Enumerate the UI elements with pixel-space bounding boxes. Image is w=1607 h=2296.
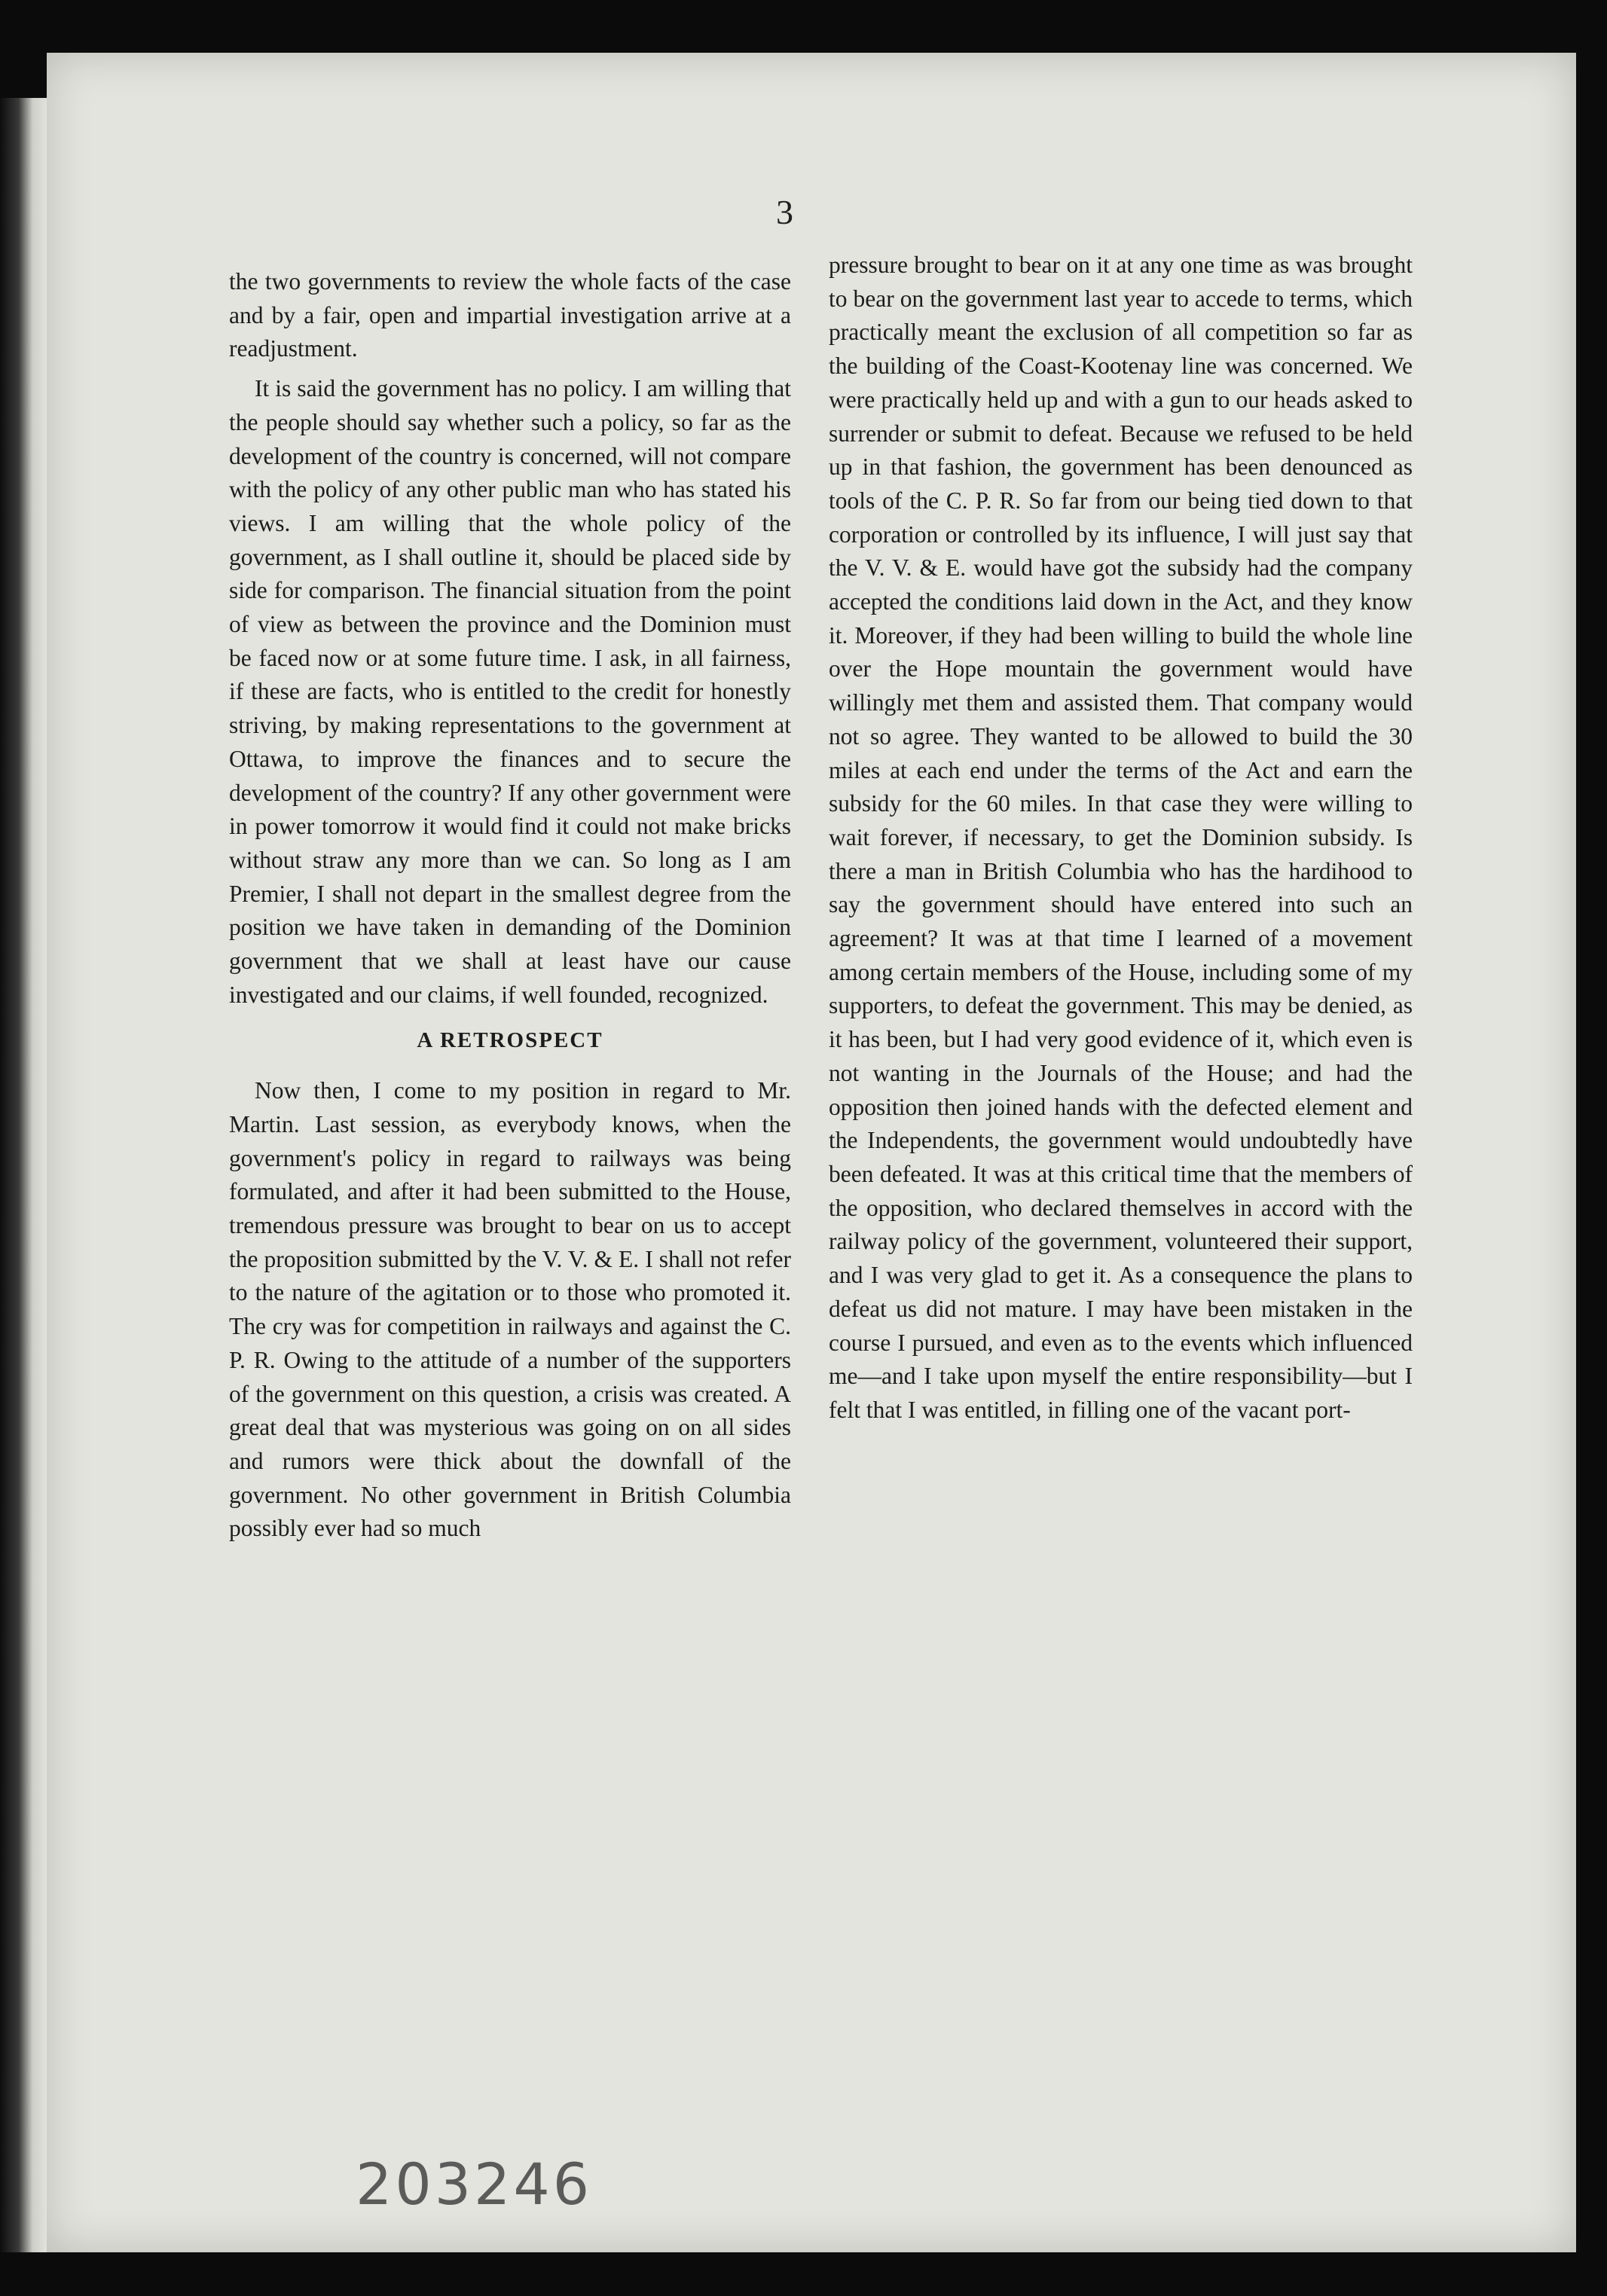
- paragraph: Now then, I come to my position in regard to Mr. Martin. Last session, as everybody knows, when the government's policy in regard to railways was being formulated, and after it had been submitted to the House, tremendous pressure was brought to bear on us to accept the proposition submitted by the V. V. & E. I shall not refer to the nature of the agitation or to those who promoted it. The cry was for competition in railways and against the C. P. R. Owing to the attitude of a number of the supporters of the government on this question, a crisis was created. A great deal that was mysterious was going on on all sides and rumors were thick about the downfall of the government. No other government in British Columbia possibly ever had so much: [229, 1077, 791, 1542]
- paragraph: the two governments to review the whole facts of the case and by a fair, open and impartial investigation arrive at a readjustment.: [229, 268, 791, 362]
- paragraph: pressure brought to bear on it at any one time as was brought to bear on the government last year to accede to terms, which practically meant the exclusion of all competition so far as the building of the Coast-Kootenay line was concerned. We were practically held up and with a gun to our heads asked to surrender or submit to defeat. Because we refused to be held up in that fashion, the government has been denounced as tools of the C. P. R. So far from our being tied down to that corporation or controlled by its influence, I will just say that the V. V. & E. would have got the subsidy had the company accepted the conditions laid down in the Act, and they know it. Moreover, if they had been willing to build the whole line over the Hope mountain the government would have willingly met them and assisted them. That company would not so agree. They wanted to be allowed to build the 30 miles at each end under the terms of the Act and earn the subsidy for the 60 miles. In that case they were willing to wait forever, if necessary, to get the Dominion subsidy. Is there a man in British Columbia who has the hardihood to say the government should have entered into such an agreement? It was at that time I learned of a movement among certain members of the House, including some of my supporters, to defeat the government. This may be denied, as it has been, but I had very good evidence of it, which even is not wanting in the Journals of the House; and had the opposition then joined hands with the defected element and the Independents, the government would undoubtedly have been defeated. It was at this critical time that the members of the opposition, who declared themselves in accord with the railway policy of the government, volunteered their support, and I was very glad to get it. As a consequence the plans to defeat us did not mature. I may have been mistaken in the course I pursued, and even as to the events which influenced me—and I take upon myself the entire responsibility—but I felt that I was entitled, in filling one of the vacant port-: [829, 252, 1413, 1423]
- section-heading: A RETROSPECT: [417, 1028, 603, 1053]
- left-column: [229, 265, 791, 1552]
- adjacent-page-edge: [0, 98, 47, 2252]
- right-column: [829, 249, 1413, 1433]
- paragraph: It is said the government has no policy. I am willing that the people should say whether such a policy, so far as the development of the country is concerned, will not compare with the policy of any other public man who has stated his views. I am willing that the whole policy of the government, as I shall outline it, should be placed side by side for comparison. The financial situation from the point of view as between the province and the Dominion must be faced now or at some future time. I ask, in all fairness, if these are facts, who is entitled to the credit for honestly striving, by making representations to the government at Ottawa, to improve the finances and to secure the development of the country? If any other government were in power tomorrow it would find it could not make bricks without straw any more than we can. So long as I am Premier, I shall not depart in the smallest degree from the position we have taken in demanding of the Dominion government that we shall at least have our cause investigated and our claims, if well founded, recognized.: [229, 375, 791, 1008]
- page-number: 3: [776, 193, 793, 231]
- archive-stamp-number: 203246: [356, 2151, 593, 2218]
